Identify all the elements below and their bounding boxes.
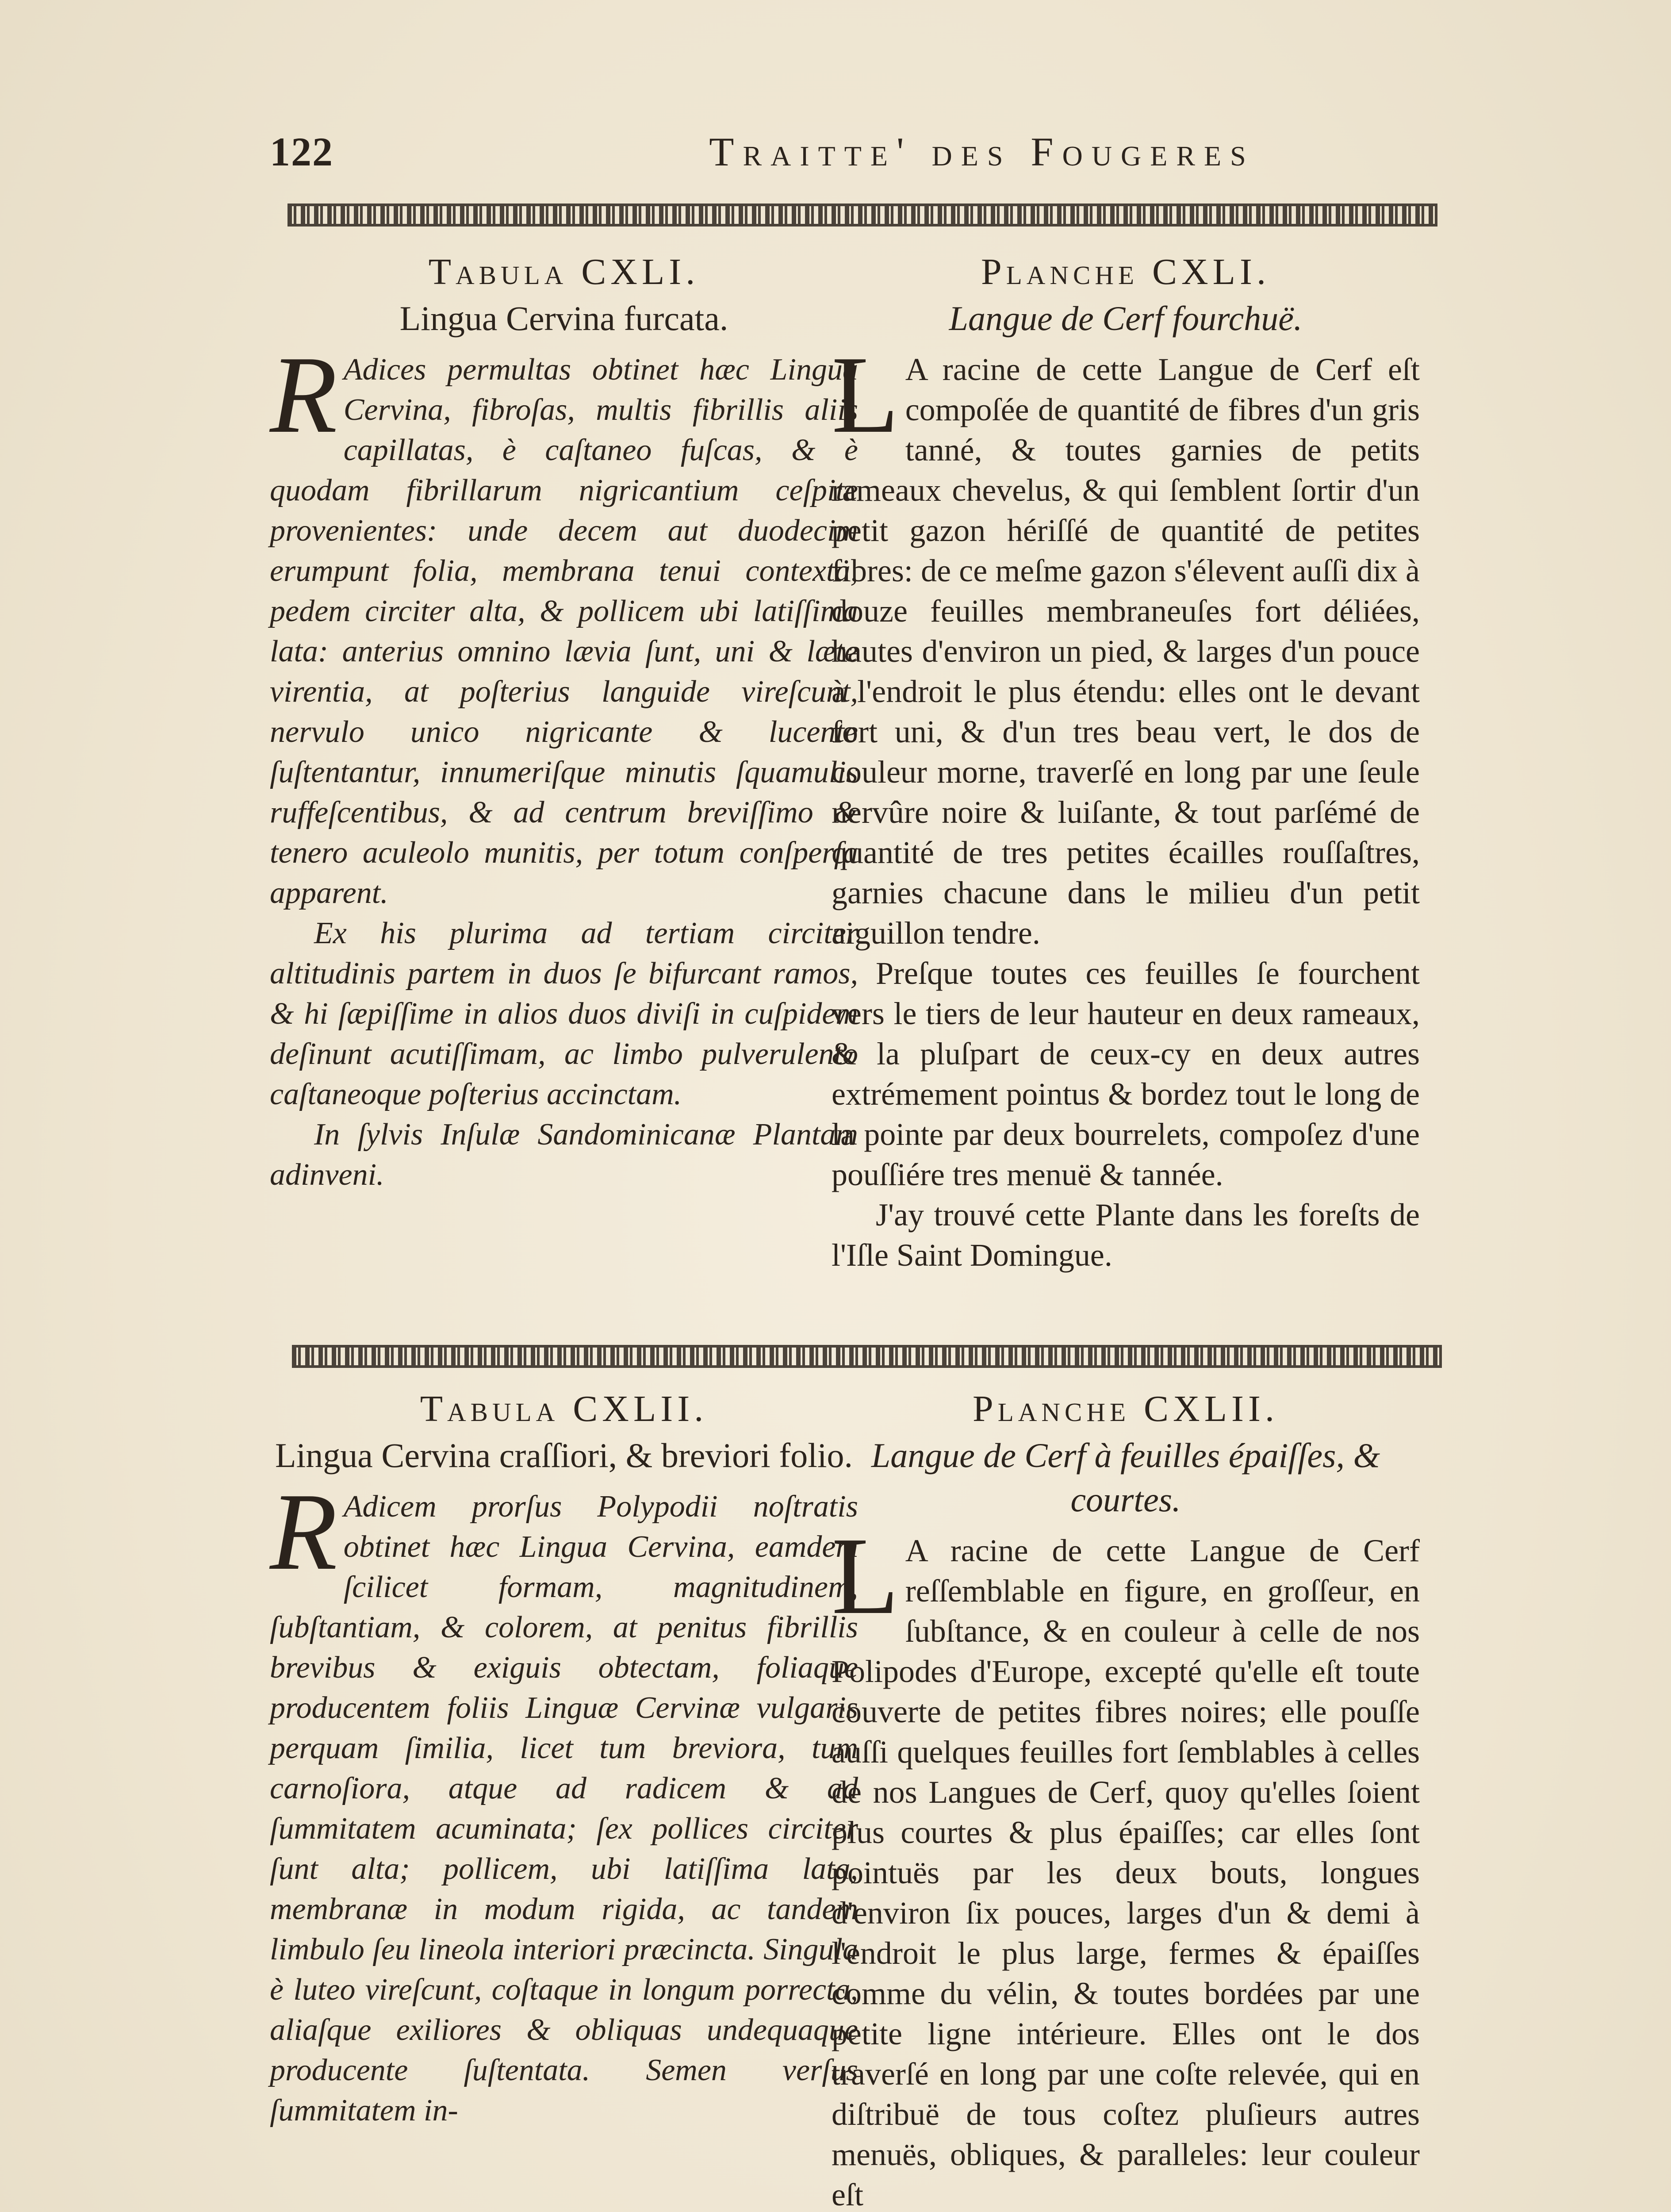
latin-heading-cxli: Tabula CXLI. bbox=[428, 251, 700, 292]
latin-column-cxli bbox=[270, 248, 858, 1195]
latin-title-cxli: Lingua Cervina furcata. bbox=[399, 299, 728, 338]
french-heading-cxli: Planche CXLI. bbox=[981, 251, 1270, 292]
drop-initial: R bbox=[270, 334, 337, 456]
french-heading-cxlii: Planche CXLII. bbox=[973, 1388, 1279, 1429]
latin-title-cxlii: Lingua Cervina craſſiori, & breviori folio. bbox=[275, 1436, 853, 1475]
french-body-cxlii bbox=[832, 1515, 1420, 2212]
latin-heading-cxlii: Tabula CXLII. bbox=[420, 1388, 708, 1429]
french-paragraph: A racine de cette Langue de Cerf eſt compoſée de quantité de fibres d'un gris tanné, & toutes garnies de petits rameaux chevelus, & qui ſemblent ſortir d'un petit gazon hériſſé de quantité de petites fibres: de ce meſme gazon s'élevent auſſi dix à douze feuilles membraneuſes fort déliées, hautes d'environ un pied, & larges d'un pouce à l'endroit le plus étendu: elles ont le devant fort uni, & d'un tres beau vert, le dos de couleur morne, traverſé en long par une ſeule nervûre noire & luiſante, & tout parſémé de quantité de tres petites écailles rouſſaſtres, garnies chacune dans le milieu d'un petit aiguillon tendre. bbox=[832, 352, 1420, 951]
ornamental-rule-top bbox=[287, 204, 1437, 227]
page-number: 122 bbox=[270, 129, 333, 174]
french-title-cxlii: Langue de Cerf à feuilles épaiſſes, & courtes. bbox=[871, 1436, 1380, 1519]
french-title-cxli: Langue de Cerf fourchuë. bbox=[949, 299, 1303, 338]
french-column-cxli bbox=[832, 248, 1420, 1275]
ornamental-rule-middle bbox=[292, 1345, 1442, 1368]
drop-initial: L bbox=[832, 334, 899, 456]
latin-paragraph: Adices permultas obtinet hæc Lingua Cervina, fibroſas, multis fibrillis aliis capillatas, è caſtaneo fuſcas, & è quodam fibrillarum nigricantium ceſpite provenientes: unde decem aut duodecim erumpunt folia, membrana tenui contexta, pedem circiter alta, & pollicem ubi latiſſima lata: anterius omnino lævia ſunt, uni & læte virentia, at poſterius languide vireſcunt, nervulo unico nigricante & lucente ſuſtentantur, innumeriſque minutis ſquamulis ruffeſcentibus, & ad centrum breviſſimo & tenero aculeolo munitis, per totum conſperſa apparent. bbox=[270, 353, 858, 910]
french-paragraph: J'ay trouvé cette Plante dans les foreſts de l'Iſle Saint Domingue. bbox=[832, 1197, 1420, 1273]
latin-column-cxlii bbox=[270, 1385, 858, 2131]
french-paragraph: A racine de cette Langue de Cerf reſſemblable en figure, en groſſeur, en ſubſtance, & en couleur à celle de nos Polipodes d'Europe, excepté qu'elle eſt toute couverte de petites fibres noires; elle pouſſe auſſi quelques feuilles fort ſemblables à celles de nos Langues de Cerf, quoy qu'elles ſoient plus courtes & plus épaiſſes; car elles ſont pointuës par les deux bouts, longues d'environ ſix pouces, larges d'un & demi à l'endroit le plus large, fermes & épaiſſes comme du vélin, & toutes bordées par une petite ligne intérieure. Elles ont le dos traverſé en long par une coſte relevée, qui en diſtribuë de tous coſtez pluſieurs autres menuës, obliques, & paralleles: leur couleur eſt bbox=[832, 1533, 1420, 2212]
latin-paragraph: In ſylvis Inſulæ Sandominicanæ Plantam adinveni. bbox=[270, 1118, 858, 1192]
french-column-cxlii bbox=[832, 1385, 1420, 2212]
french-body-cxli bbox=[832, 334, 1420, 1275]
running-title: Traitte' des Fougeres bbox=[709, 129, 1255, 174]
french-paragraph: Preſque toutes ces feuilles ſe fourchent vers le tiers de leur hauteur en deux rameaux, & la pluſpart de ceux-cy en deux autres extrémement pointus & bordez tout le long de la pointe par deux bourrelets, compoſez d'une pouſſiére tres menuë & tannée. bbox=[832, 956, 1420, 1192]
drop-initial: R bbox=[270, 1471, 337, 1593]
latin-paragraph: Ex his plurima ad tertiam circiter altitudinis partem in duos ſe bifurcant ramos, & hi ſæpiſſime in alios duos diviſi in cuſpidem deſinunt acutiſſimam, ac limbo pulverulento caſtaneoque poſterius accinctam. bbox=[270, 916, 858, 1111]
latin-body-cxlii bbox=[270, 1471, 858, 2131]
page-header bbox=[270, 119, 1464, 181]
drop-initial: L bbox=[832, 1515, 899, 1637]
latin-body-cxli bbox=[270, 334, 858, 1195]
latin-paragraph: Adicem prorſus Polypodii noſtratis obtinet hæc Lingua Cervina, eamdem ſcilicet formam, magnitudinem, ſubſtantiam, & colorem, at penitus fibrillis brevibus & exiguis obtectam, foliaque producentem foliis Linguæ Cervinæ vulgaris perquam ſimilia, licet tum breviora, tum carnoſiora, atque ad radicem & ad ſummitatem acuminata; ſex pollices circiter ſunt alta; pollicem, ubi latiſſima lata, membranæ in modum rigida, ac tandem limbulo ſeu lineola interiori præcincta. Singula è luteo vireſcunt, coſtaque in longum porrecta, aliaſque exiliores & obliquas undequaque producente ſuſtentata. Semen verſus ſummitatem in- bbox=[270, 1490, 858, 2128]
